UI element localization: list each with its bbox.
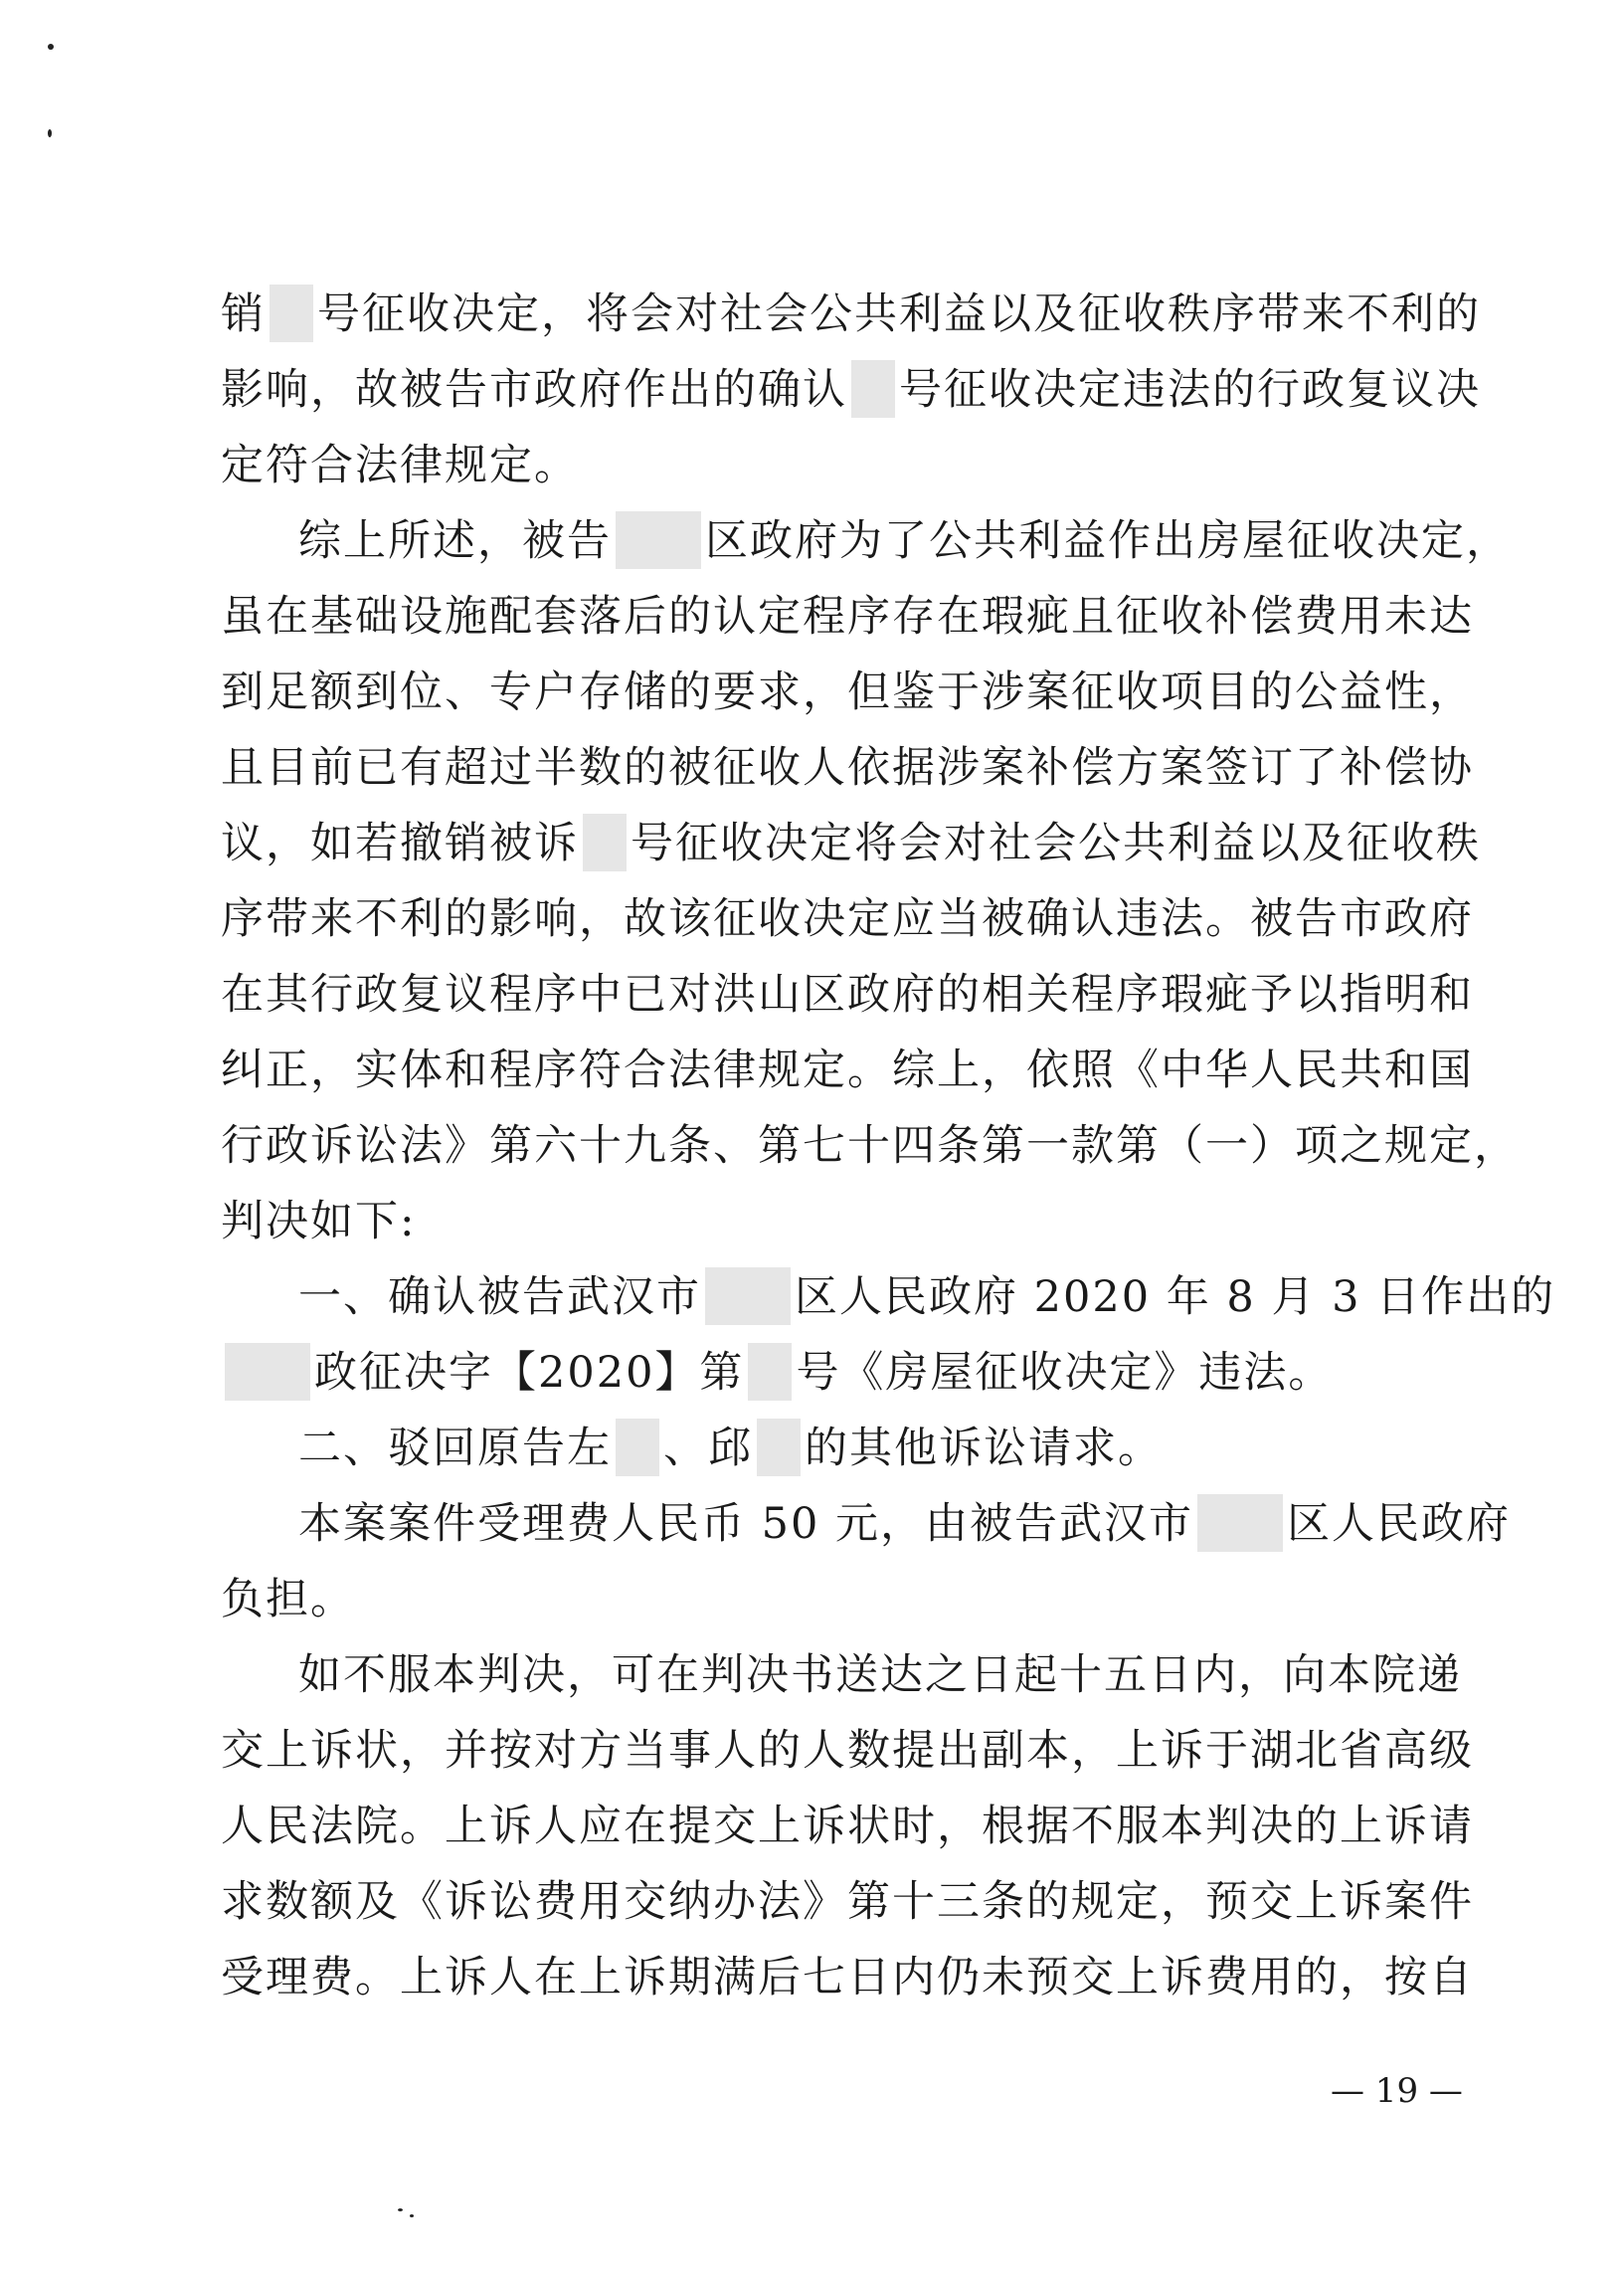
- scan-speck: [398, 2208, 403, 2211]
- body-text-line: 议，如若撤销被诉 号征收决定将会对社会公共利益以及征收秩: [221, 806, 1454, 881]
- judgment-item-1: 一、确认被告武汉市 区人民政府 2020 年 8 月 3 日作出的: [298, 1259, 1454, 1335]
- body-text-line: 如不服本判决，可在判决书送达之日起十五日内，向本院递: [298, 1650, 1462, 1700]
- redaction-block: [1197, 1494, 1283, 1552]
- judgment-item-2: 二、驳回原告左 、邱 的其他诉讼请求。: [298, 1411, 1454, 1486]
- body-text-line: 定符合法律规定。: [221, 441, 579, 490]
- redaction-block: [757, 1419, 801, 1476]
- body-text-line: 人民法院。上诉人应在提交上诉状时，根据不服本判决的上诉请: [221, 1802, 1474, 1851]
- scan-speck: [410, 2214, 414, 2217]
- redaction-block: [705, 1267, 791, 1325]
- body-text-line: 虽在基础设施配套落后的认定程序存在瑕疵且征收补偿费用未达: [221, 592, 1474, 642]
- body-text-line: 到足额到位、专户存储的要求，但鉴于涉案征收项目的公益性，: [221, 667, 1474, 717]
- body-text-line: 在其行政复议程序中已对洪山区政府的相关程序瑕疵予以指明和: [221, 970, 1474, 1020]
- redaction-block: [616, 511, 701, 569]
- scan-speck: [48, 129, 52, 137]
- redaction-block: [616, 1419, 659, 1476]
- body-text-line: 交上诉状，并按对方当事人的人数提出副本，上诉于湖北省高级: [221, 1726, 1474, 1776]
- body-text-line: 纠正，实体和程序符合法律规定。综上，依照《中华人民共和国: [221, 1046, 1474, 1095]
- body-text-line: 序带来不利的影响，故该征收决定应当被确认违法。被告市政府: [221, 894, 1474, 944]
- body-text-line: 判决如下:: [221, 1197, 417, 1246]
- body-text-line: 综上所述，被告 区政府为了公共利益作出房屋征收决定，: [298, 503, 1454, 579]
- redaction-block: [270, 285, 313, 342]
- page-number: — 19 —: [1331, 2071, 1463, 2111]
- redaction-block: [225, 1343, 310, 1401]
- body-text-line: 影响，故被告市政府作出的确认 号征收决定违法的行政复议决: [221, 352, 1454, 428]
- body-text-line: 且目前已有超过半数的被征收人依据涉案补偿方案签订了补偿协: [221, 743, 1474, 793]
- body-text-line: 受理费。上诉人在上诉期满后七日内仍未预交上诉费用的，按自: [221, 1953, 1474, 2002]
- redaction-block: [851, 360, 895, 418]
- redaction-block: [748, 1343, 792, 1401]
- body-text-line: 求数额及《诉讼费用交纳办法》第十三条的规定，预交上诉案件: [221, 1877, 1474, 1927]
- body-text-line: 本案案件受理费人民币 50 元，由被告武汉市 区人民政府: [298, 1486, 1454, 1562]
- redaction-block: [583, 814, 627, 871]
- body-text-line: 销 号征收决定，将会对社会公共利益以及征收秩序带来不利的: [221, 277, 1454, 352]
- body-text-line: 行政诉讼法》第六十九条、第七十四条第一款第（一）项之规定，: [221, 1121, 1519, 1171]
- scan-speck: [48, 44, 54, 50]
- body-text-line: 政征决字【2020】第 号《房屋征收决定》违法。: [221, 1335, 1454, 1411]
- body-text-line: 负担。: [221, 1575, 355, 1624]
